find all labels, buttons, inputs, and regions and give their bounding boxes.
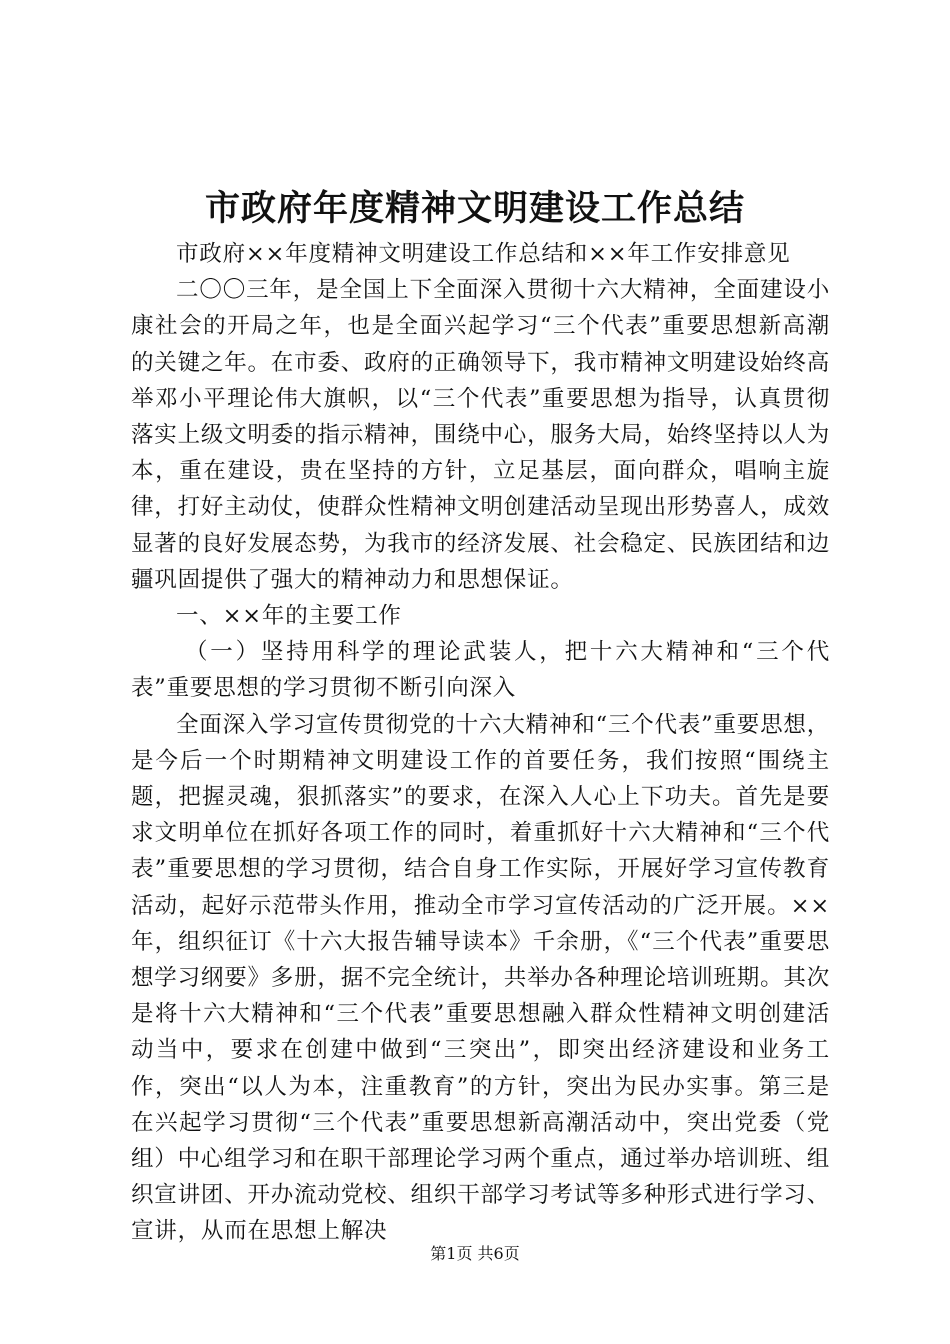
document-title: 市政府年度精神文明建设工作总结 xyxy=(204,188,745,229)
paragraph-intro: 二〇〇三年，是全国上下全面深入贯彻十六大精神，全面建设小康社会的开局之年，也是全面兴起学习“三个代表”重要思想新高潮的关键之年。在市委、政府的正确领导下，我市精神文明建设始终高举邓小平理论伟大旗帜，以“三个代表”重要思想为指导，认真贯彻落实上级文明委的指示精神，围绕中心，服务大局，始终坚持以人为本，重在建设，贵在坚持的方针，立足基层，面向群众，唱响主旋律，打好主动仗，使群众性精神文明创建活动呈现出形势喜人，成效显著的良好发展态势，为我市的经济发展、社会稳定、民族团结和边疆巩固提供了强大的精神动力和思想保证。 xyxy=(131,277,831,593)
document-body xyxy=(131,236,830,1250)
paragraph-subtitle: 市政府××年度精神文明建设工作总结和××年工作安排意见 xyxy=(176,241,791,267)
section-heading: 一、××年的主要工作 xyxy=(176,603,402,630)
page-footer: 第1页 共6页 xyxy=(430,1244,520,1263)
paragraph-body: 全面深入学习宣传贯彻党的十六大精神和“三个代表”重要思想，是今后一个时期精神文明建设工作的首要任务，我们按照“围绕主题，把握灵魂，狠抓落实”的要求，在深入人心上下功夫。首先是要求文明单位在抓好各项工作的同时，着重抓好十六大精神和“三个代表”重要思想的学习贯彻，结合自身工作实际，开展好学习宣传教育活动，起好示范带头作用，推动全市学习宣传活动的广泛开展。××年，组织征订《十六大报告辅导读本》千余册，《“三个代表”重要思想学习纲要》多册，据不完全统计，共举办各种理论培训班期。其次是将十六大精神和“三个代表”重要思想融入群众性精神文明创建活动当中，要求在创建中做到“三突出”，即突出经济建设和业务工作，突出“以人为本，注重教育”的方针，突出为民办实事。第三是在兴起学习贯彻“三个代表”重要思想新高潮活动中，突出党委（党组）中心组学习和在职干部理论学习两个重点，通过举办培训班、组织宣讲团、开办流动党校、组织干部学习考试等多种形式进行学习、宣讲，从而在思想上解决 xyxy=(131,711,831,1245)
subsection-heading: （一）坚持用科学的理论武装人，把十六大精神和“三个代表”重要思想的学习贯彻不断引向深入 xyxy=(131,639,830,702)
